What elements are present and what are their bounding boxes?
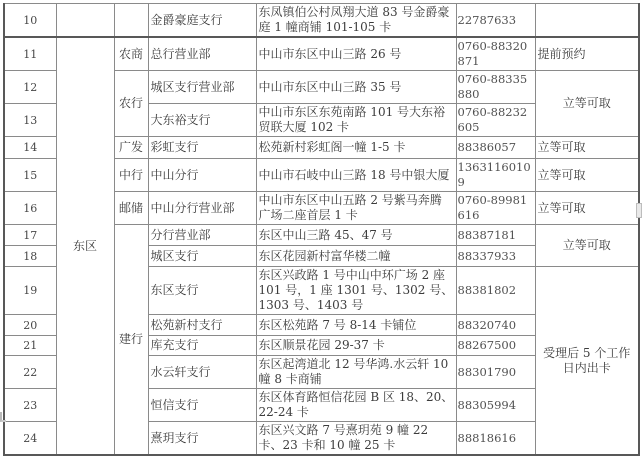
branch-cell: 水云轩支行 bbox=[148, 356, 256, 389]
phone-cell: 0760-88335880 bbox=[456, 71, 535, 104]
address-cell: 东区顺景花园 29-37 卡 bbox=[256, 336, 456, 356]
row-number-cell: 20 bbox=[4, 315, 56, 336]
phone-cell: 0760-89981616 bbox=[456, 192, 535, 225]
address-cell: 中山市石岐中山三路 18 号中银大厦 bbox=[256, 159, 456, 192]
bank-cell: 广发 bbox=[114, 137, 148, 159]
branch-cell: 彩虹支行 bbox=[148, 137, 256, 159]
address-cell: 中山市东区中山三路 26 号 bbox=[256, 37, 456, 71]
bank-branch-table bbox=[3, 3, 640, 456]
phone-cell: 22787633 bbox=[456, 4, 535, 38]
note-cell: 提前预约 bbox=[535, 37, 639, 71]
phone-cell: 88337933 bbox=[456, 246, 535, 267]
phone-cell: 88387181 bbox=[456, 225, 535, 246]
row-number-cell: 16 bbox=[4, 192, 56, 225]
address-cell: 东区松苑路 7 号 8-14 卡铺位 bbox=[256, 315, 456, 336]
phone-cell: 88818616 bbox=[456, 422, 535, 456]
address-cell: 东区兴政路 1 号中山中环广场 2 座 101 号，1 座 1301 号、1302 号、1303 号、1403 号 bbox=[256, 267, 456, 315]
row-number-cell: 19 bbox=[4, 267, 56, 315]
branch-cell: 熹玥支行 bbox=[148, 422, 256, 456]
row-number-cell: 24 bbox=[4, 422, 56, 456]
address-cell: 东区中山三路 45、47 号 bbox=[256, 225, 456, 246]
bank-cell: 邮储 bbox=[114, 192, 148, 225]
address-cell: 松苑新村彩虹阁一幢 1-5 卡 bbox=[256, 137, 456, 159]
note-cell: 立等可取 bbox=[535, 137, 639, 159]
note-cell: 立等可取 bbox=[535, 192, 639, 225]
row-number-cell: 22 bbox=[4, 356, 56, 389]
row-number-cell: 12 bbox=[4, 71, 56, 104]
table-row bbox=[4, 37, 639, 71]
address-cell: 中山市东区中山三路 35 号 bbox=[256, 71, 456, 104]
branch-cell: 大东裕支行 bbox=[148, 104, 256, 137]
address-cell: 中山市东区东苑南路 101 号大东裕贸联大厦 102 卡 bbox=[256, 104, 456, 137]
branch-cell: 总行营业部 bbox=[148, 37, 256, 71]
bank-cell: 建行 bbox=[114, 225, 148, 456]
branch-cell: 库充支行 bbox=[148, 336, 256, 356]
address-cell: 东区花园新村富华楼二幢 bbox=[256, 246, 456, 267]
branch-cell: 东区支行 bbox=[148, 267, 256, 315]
address-cell: 东区起湾道北 12 号华鸿.水云轩 10 幢 8 卡商铺 bbox=[256, 356, 456, 389]
branch-cell: 分行营业部 bbox=[148, 225, 256, 246]
bank-cell: 中行 bbox=[114, 159, 148, 192]
row-number-cell: 21 bbox=[4, 336, 56, 356]
address-cell: 中山市东区中山五路 2 号紫马奔腾广场二座首层 1 卡 bbox=[256, 192, 456, 225]
branch-cell: 恒信支行 bbox=[148, 389, 256, 422]
row-number-cell: 10 bbox=[4, 4, 56, 38]
phone-cell: 88381802 bbox=[456, 267, 535, 315]
table-row bbox=[4, 4, 639, 38]
phone-cell: 88386057 bbox=[456, 137, 535, 159]
address-cell: 东区体育路恒信花园 B 区 18、20、22-24 卡 bbox=[256, 389, 456, 422]
branch-cell: 中山分行 bbox=[148, 159, 256, 192]
district-cell bbox=[56, 4, 114, 38]
branch-cell: 金爵豪庭支行 bbox=[148, 4, 256, 38]
row-number-cell: 15 bbox=[4, 159, 56, 192]
row-number-cell: 14 bbox=[4, 137, 56, 159]
phone-cell: 0760-88320871 bbox=[456, 37, 535, 71]
phone-cell: 13631160109 bbox=[456, 159, 535, 192]
phone-cell: 88267500 bbox=[456, 336, 535, 356]
address-cell: 东区兴文路 7 号熹玥苑 9 幢 22 卡、23 卡和 10 幢 25 卡 bbox=[256, 422, 456, 456]
note-cell bbox=[535, 4, 639, 38]
branch-cell: 中山分行营业部 bbox=[148, 192, 256, 225]
note-cell: 立等可取 bbox=[535, 225, 639, 267]
branch-cell: 松苑新村支行 bbox=[148, 315, 256, 336]
note-cell: 立等可取 bbox=[535, 159, 639, 192]
bank-cell bbox=[114, 4, 148, 38]
phone-cell: 0760-88232605 bbox=[456, 104, 535, 137]
bottom-left-crop-artifact bbox=[0, 412, 6, 422]
phone-cell: 88301790 bbox=[456, 356, 535, 389]
bank-cell: 农商 bbox=[114, 37, 148, 71]
phone-cell: 88305994 bbox=[456, 389, 535, 422]
row-number-cell: 18 bbox=[4, 246, 56, 267]
note-cell: 立等可取 bbox=[535, 71, 639, 137]
row-number-cell: 17 bbox=[4, 225, 56, 246]
right-edge-crop-artifact bbox=[636, 203, 642, 218]
phone-cell: 88320740 bbox=[456, 315, 535, 336]
address-cell: 东凤镇伯公村凤翔大道 83 号金爵豪庭 1 幢商铺 101-105 卡 bbox=[256, 4, 456, 38]
branch-cell: 城区支行 bbox=[148, 246, 256, 267]
row-number-cell: 11 bbox=[4, 37, 56, 71]
row-number-cell: 13 bbox=[4, 104, 56, 137]
district-cell: 东区 bbox=[56, 37, 114, 455]
row-number-cell: 23 bbox=[4, 389, 56, 422]
bank-cell: 农行 bbox=[114, 71, 148, 137]
note-cell: 受理后 5 个工作日内出卡 bbox=[535, 267, 639, 456]
page bbox=[0, 3, 640, 452]
branch-cell: 城区支行营业部 bbox=[148, 71, 256, 104]
